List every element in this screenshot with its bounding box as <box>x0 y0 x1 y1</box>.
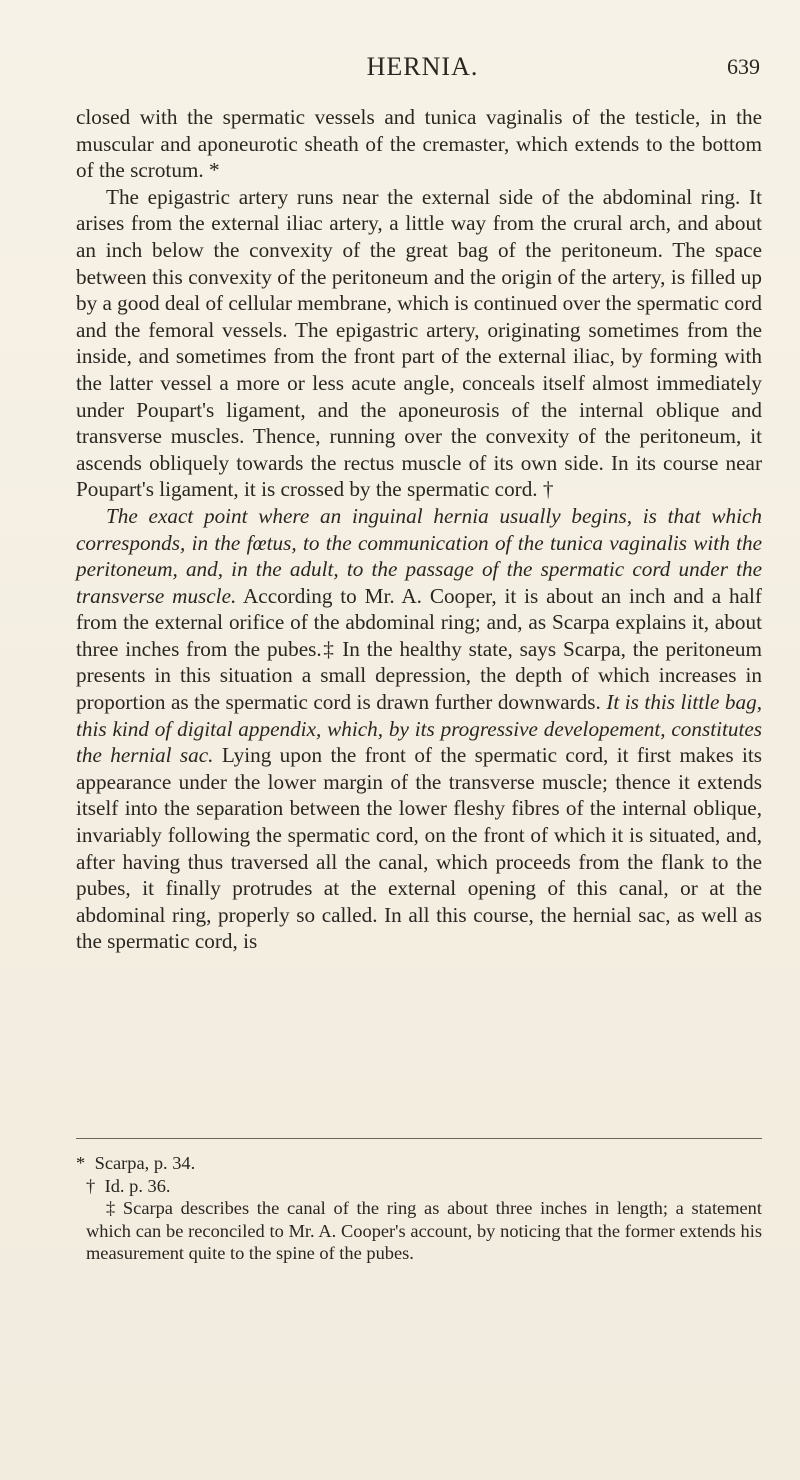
paragraph-2: The epigastric artery runs near the external side of the abdominal ring. It arises from the external iliac artery, a little way from the crural arch, and about an inch below the convexity of the great bag of the peritoneum. The space between this convexity of the peritoneum and the origin of the artery, is filled up by a good deal of cellular membrane, which is continued over the spermatic cord and the femoral vessels. The epigastric artery, originating sometimes from the inside, and sometimes from the front part of the external iliac, by forming with the latter vessel a more or less acute angle, conceals itself almost immediately under Poupart's ligament, and the aponeurosis of the internal oblique and transverse muscles. Thence, running over the convexity of the peritoneum, it ascends obliquely towards the rectus muscle of its own side. In its course near Poupart's ligament, it is crossed by the spermatic cord. † <box>76 184 762 502</box>
footnote-3 <box>76 1197 762 1265</box>
body-text <box>76 104 762 955</box>
footnote-2 <box>76 1175 762 1198</box>
footnote-3-mark: ‡ <box>106 1198 116 1219</box>
page-header <box>85 52 760 88</box>
paragraph-3-text-b: Lying upon the front of the spermatic cord, it first makes its appearance under the lower margin of the transverse muscle; thence it extends itself into the separation between the lower fleshy fibres of the internal oblique, invariably following the spermatic cord, on the front of which it is situated, and, after having thus traversed all the canal, which proceeds from the flank to the pubes, it finally protrudes at the external opening of this canal, or at the abdominal ring, properly so called. In all this course, the hernial sac, as well as the spermatic cord, is <box>76 743 762 954</box>
footnote-2-text: Id. p. 36. <box>104 1175 171 1196</box>
footnote-2-mark: † <box>86 1175 96 1196</box>
footnotes <box>76 1152 762 1265</box>
paragraph-3-italic-lead: The exact point where an inguinal hernia usually begins, is that which corresponds, in the fœtus, to the communication of the tunica vaginalis with the peritoneum, and, in the adult, to the passage of the spermatic cord under the transverse muscle. <box>76 503 762 608</box>
footnote-1-text: Scarpa, p. 34. <box>94 1153 196 1173</box>
paragraph-3-text-a: According to Mr. A. Cooper, it is about an inch and a half from the external orifice of the abdominal ring; and, as Scarpa explains it, about three inches from the pubes.‡ In the healthy state, says Scarpa, the peritoneum presents in this situation a small depression, the depth of which increases in proportion as the spermatic cord is drawn further downwards. <box>76 583 762 715</box>
paragraph-3 <box>76 503 762 955</box>
footnote-1-mark: * <box>76 1153 86 1173</box>
footnote-divider <box>76 1138 762 1139</box>
footnote-1 <box>76 1152 762 1175</box>
page-number: 639 <box>727 54 760 79</box>
paragraph-3-italic-mid: It is this little bag, this kind of digital appendix, which, by its progressive developement, constitutes the hernial sac. <box>76 690 762 768</box>
running-title: HERNIA. <box>366 52 479 81</box>
paragraph-1: closed with the spermatic vessels and tunica vaginalis of the testicle, in the muscular and aponeurotic sheath of the cremaster, which extends to the bottom of the scrotum. * <box>76 105 762 183</box>
footnote-3-text: Scarpa describes the canal of the ring as about three inches in length; a statement which can be reconciled to Mr. A. Cooper's account, by noticing that the former extends his measurement quite to the spine of the pubes. <box>86 1198 762 1264</box>
